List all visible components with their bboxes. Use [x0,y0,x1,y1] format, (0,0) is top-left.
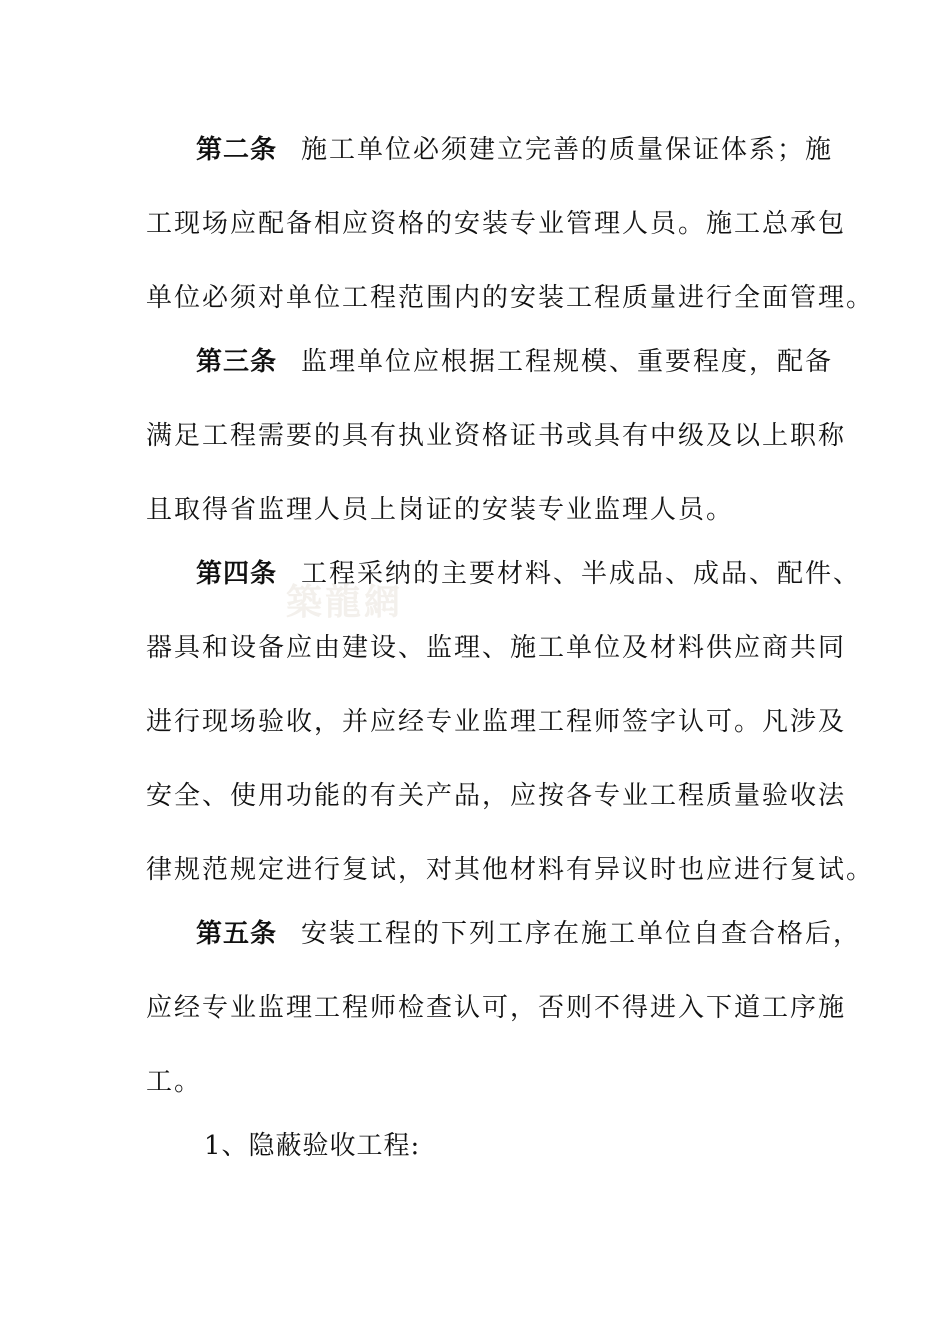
article-3-heading: 第三条 [196,347,278,377]
article-4-line-4: 安全、使用功能的有关产品，应按各专业工程质量验收法 [146,781,847,811]
article-4-text-1: 工程采纳的主要材料、半成品、成品、配件、 [301,559,862,589]
list-item-1: 1、隐蔽验收工程: [204,1131,421,1161]
watermark: 築龍網 [286,581,404,623]
article-5-line-3: 工。 [146,1067,203,1097]
article-4-line-3: 进行现场验收，并应经专业监理工程师签字认可。凡涉及 [146,707,847,737]
article-4-line-5: 律规范规定进行复试，对其他材料有异议时也应进行复试。 [146,855,875,885]
article-2-text-1: 施工单位必须建立完善的质量保证体系；施 [301,135,834,165]
article-4-line-2: 器具和设备应由建设、监理、施工单位及材料供应商共同 [146,633,847,663]
article-5-text-1: 安装工程的下列工序在施工单位自查合格后， [301,919,862,949]
article-2-line-3: 单位必须对单位工程范围内的安装工程质量进行全面管理。 [146,283,875,313]
article-3-line-1 [196,342,856,382]
article-2-line-2: 工现场应配备相应资格的安装专业管理人员。施工总承包 [146,209,847,239]
article-5-heading: 第五条 [196,919,278,949]
article-2-line-1 [196,130,856,170]
article-3-line-3: 且取得省监理人员上岗证的安装专业监理人员。 [146,495,735,525]
article-5-line-1 [196,914,862,954]
article-4-heading: 第四条 [196,559,278,589]
article-4-line-1 [196,554,862,594]
article-3-line-2: 满足工程需要的具有执业资格证书或具有中级及以上职称 [146,421,847,451]
article-2-heading: 第二条 [196,135,278,165]
article-5-line-2: 应经专业监理工程师检查认可，否则不得进入下道工序施 [146,993,847,1023]
article-3-text-1: 监理单位应根据工程规模、重要程度，配备 [301,347,834,377]
